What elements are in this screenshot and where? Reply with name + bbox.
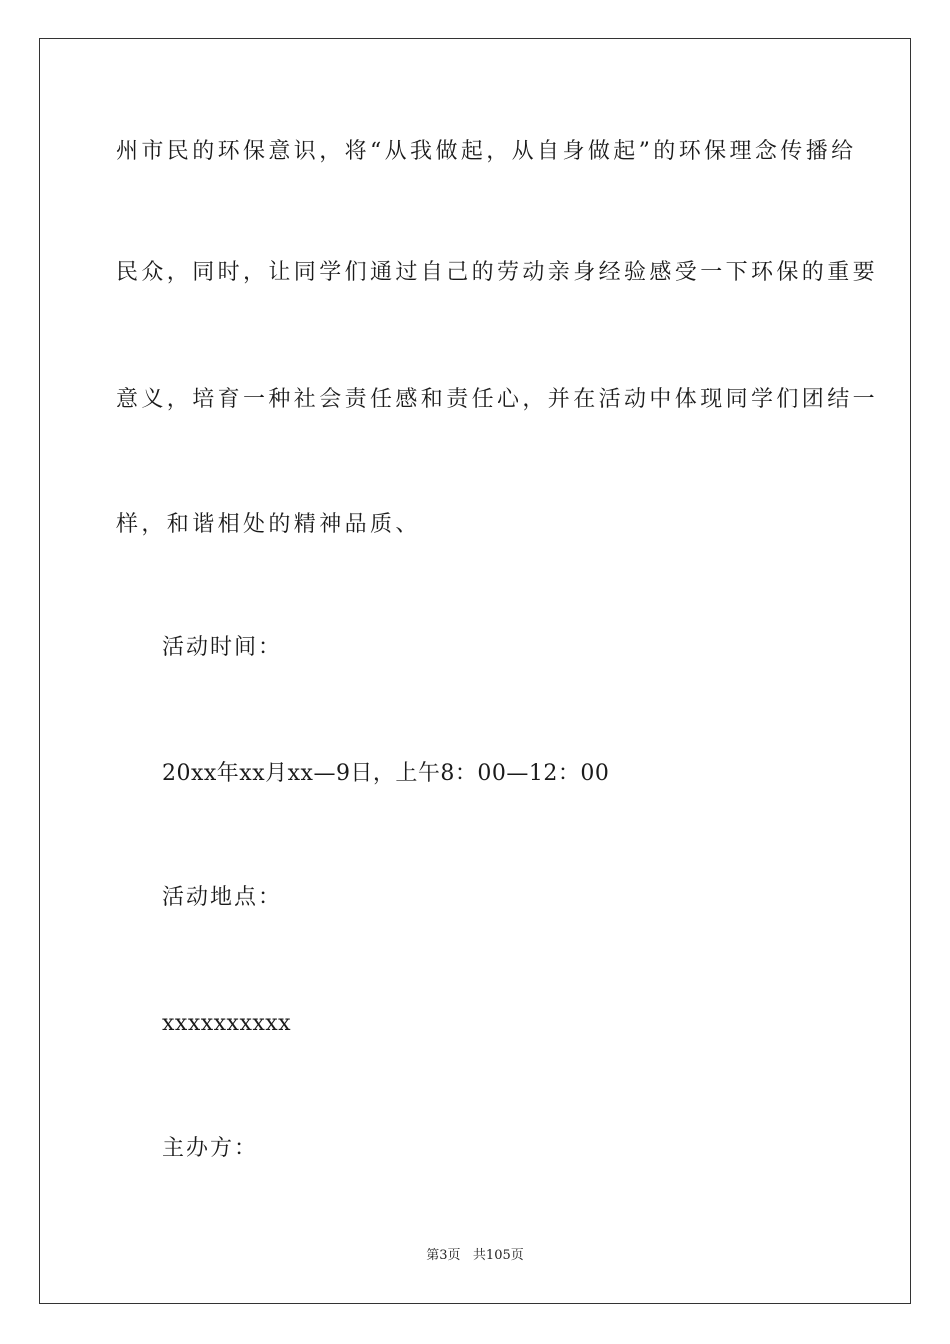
paragraph-line-4: 样，和谐相处的精神品质、: [116, 512, 421, 537]
organizer-label: 主办方：: [162, 1136, 259, 1161]
activity-location-label: 活动地点：: [162, 885, 283, 910]
activity-time-label: 活动时间：: [162, 635, 283, 660]
page-frame: [39, 38, 911, 1304]
page-number-footer: 第3页 共105页: [426, 1248, 524, 1263]
activity-time-value: 20xx年xx月xx—9日，上午8：00—12：00: [162, 761, 610, 786]
paragraph-line-2: 民众，同时，让同学们通过自己的劳动亲身经验感受一下环保的重要: [116, 260, 879, 285]
paragraph-line-1: 州市民的环保意识，将“从我做起，从自身做起”的环保理念传播给: [116, 139, 857, 164]
activity-location-value: xxxxxxxxxx: [162, 1011, 292, 1036]
paragraph-line-3: 意义，培育一种社会责任感和责任心，并在活动中体现同学们团结一: [116, 387, 879, 412]
